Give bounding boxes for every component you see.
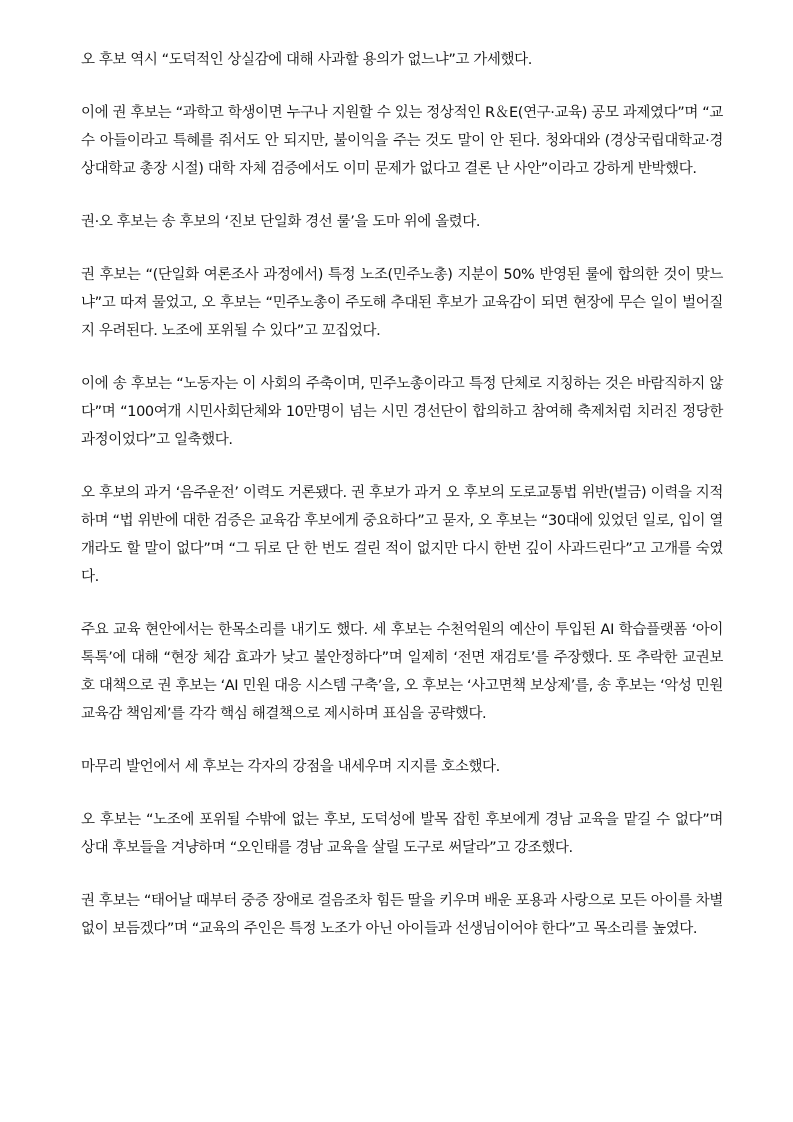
paragraph-3: 권·오 후보는 송 후보의 ‘진보 단일화 경선 룰’을 도마 위에 올렸다. [81, 214, 481, 230]
paragraph-2: 이에 권 후보는 “과학고 학생이면 누구나 지원할 수 있는 정상적인 R＆E(연구·교육) 공모 과제였다”며 “교수 아들이라고 특혜를 줘서도 안 되지만, 불이익을 주는 것도 말이 안 된다. 청와대와 (경상국립대학교·경상대학교 총장 시절) 대학 자체 검증에서도 이미 문제가 없다고 결론 난 사안”이라고 강하게 반박했다. [81, 105, 723, 177]
paragraph-5: 이에 송 후보는 “노동자는 이 사회의 주축이며, 민주노총이라고 특정 단체로 지칭하는 것은 바람직하지 않다”며 “100여개 시민사회단체와 10만명이 넘는 시민 경선단이 합의하고 참여해 축제처럼 치러진 정당한 과정이었다”고 일축했다. [81, 376, 723, 448]
paragraph-6: 오 후보의 과거 ‘음주운전’ 이력도 거론됐다. 권 후보가 과거 오 후보의 도로교통법 위반(벌금) 이력을 지적하며 “법 위반에 대한 검증은 교육감 후보에게 중요하다”고 묻자, 오 후보는 “30대에 있었던 일로, 입이 열 개라도 할 말이 없다”며 “그 뒤로 단 한 번도 걸린 적이 없지만 다시 한번 깊이 사과드린다”고 고개를 숙였다. [81, 485, 723, 585]
paragraph-7: 주요 교육 현안에서는 한목소리를 내기도 했다. 세 후보는 수천억원의 예산이 투입된 AI 학습플랫폼 ‘아이톡톡’에 대해 “현장 체감 효과가 낮고 불안정하다”며 일제히 ‘전면 재검토’를 주장했다. 또 추락한 교권보호 대책으로 권 후보는 ‘AI 민원 대응 시스템 구축’을, 오 후보는 ‘사고면책 보상제’를, 송 후보는 ‘악성 민원 교육감 책임제’를 각각 핵심 해결책으로 제시하며 표심을 공략했다. [81, 622, 723, 722]
paragraph-1: 오 후보 역시 “도덕적인 상실감에 대해 사과할 용의가 없느냐”고 가세했다. [81, 52, 532, 68]
paragraph-4: 권 후보는 “(단일화 여론조사 과정에서) 특정 노조(민주노총) 지분이 50% 반영된 룰에 합의한 것이 맞느냐”고 따져 물었고, 오 후보는 “민주노총이 주도해 추대된 후보가 교육감이 되면 현장에 무슨 일이 벌어질지 우려된다. 노조에 포위될 수 있다”고 꼬집었다. [81, 267, 723, 339]
paragraph-10: 권 후보는 “태어날 때부터 중증 장애로 걸음조차 힘든 딸을 키우며 배운 포용과 사랑으로 모든 아이를 차별 없이 보듬겠다”며 “교육의 주인은 특정 노조가 아닌 아이들과 선생님이어야 한다”고 목소리를 높였다. [81, 893, 723, 937]
paragraph-8: 마무리 발언에서 세 후보는 각자의 강점을 내세우며 지지를 호소했다. [81, 759, 500, 775]
paragraph-9: 오 후보는 “노조에 포위될 수밖에 없는 후보, 도덕성에 발목 잡힌 후보에게 경남 교육을 맡길 수 없다”며 상대 후보들을 겨냥하며 “오인태를 경남 교육을 살릴 도구로 써달라”고 강조했다. [81, 812, 723, 856]
